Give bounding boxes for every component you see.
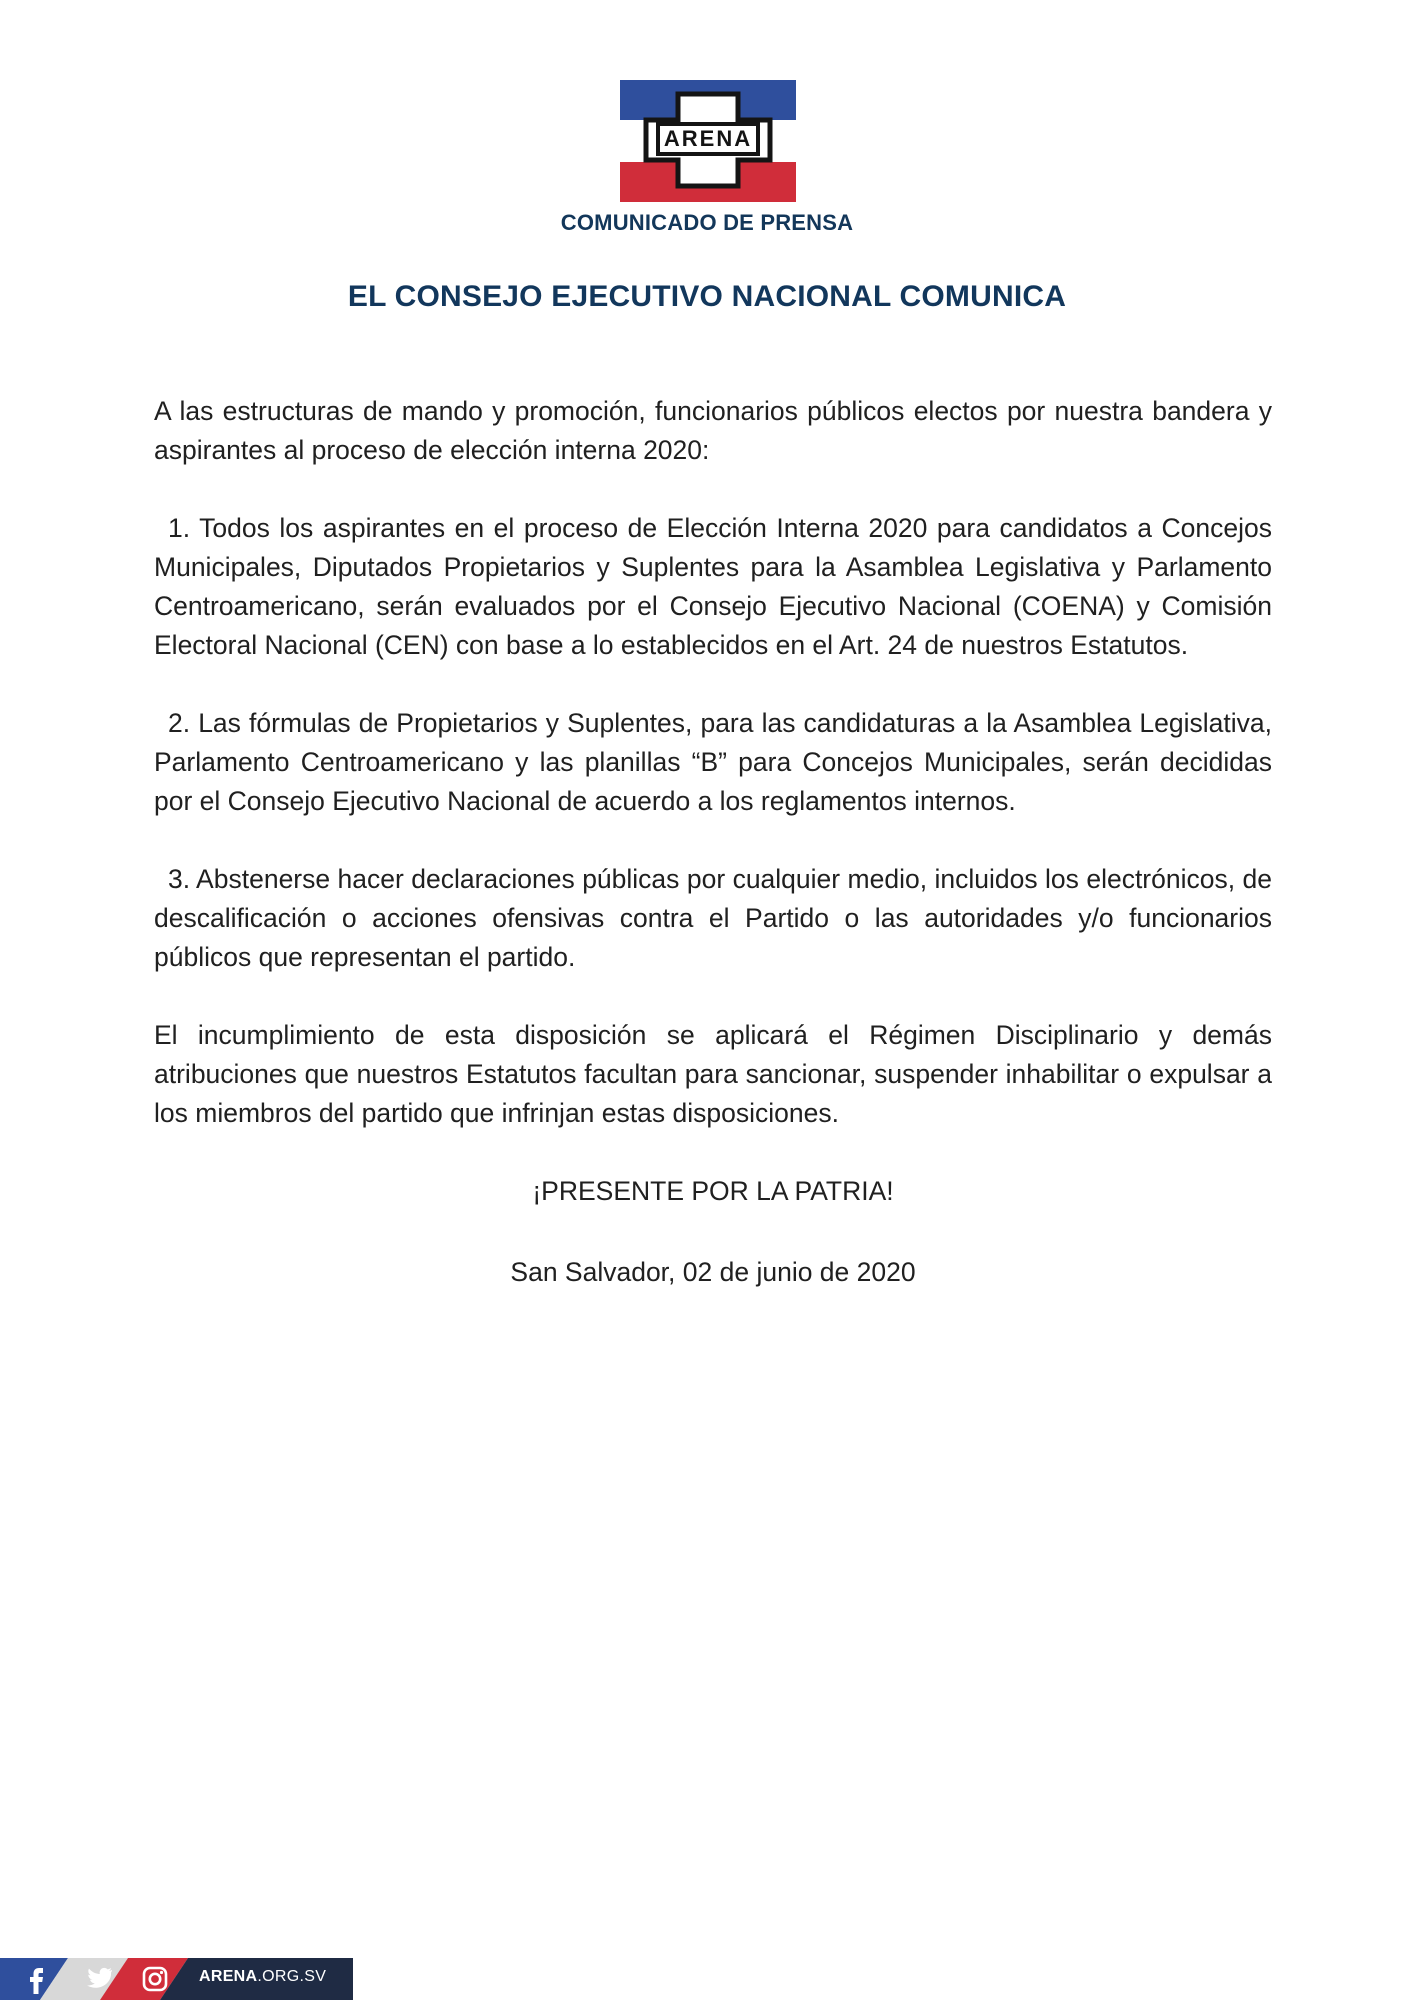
page-title: EL CONSEJO EJECUTIVO NACIONAL COMUNICA [347, 280, 1067, 313]
closing-paragraph: El incumplimiento de esta disposición se aplicará el Régimen Disciplinario y demás atribuciones que nuestros Estatutos facultan para sancionar, suspender inhabilitar o expulsar a los miembros del partido que infrinjan estas disposiciones. [154, 1020, 1272, 1128]
list-item-1: 1. Todos los aspirantes en el proceso de Elección Interna 2020 para candidatos a Concejos Municipales, Diputados Propietarios y Suplentes para la Asamblea Legislativa y Parlamento Centroamericano, serán evaluados por el Consejo Ejecutivo Nacional (COENA) y Comisión Electoral Nacional (CEN) con base a lo establecidos en el Art. 24 de nuestros Estatutos. [154, 513, 1272, 660]
intro-paragraph: A las estructuras de mando y promoción, funcionarios públicos electos por nuestra bandera y aspirantes al proceso de elección interna 2020: [154, 396, 1272, 465]
twitter-icon[interactable] [83, 1966, 113, 1992]
website-link[interactable] [199, 1968, 326, 1986]
date-line: San Salvador, 02 de junio de 2020 [510, 1257, 916, 1287]
arena-logo [620, 80, 796, 202]
document-body [154, 392, 1272, 1292]
footer-brand-text: ARENA [199, 1968, 258, 1985]
logo-text: ARENA [663, 126, 753, 151]
list-item-3: 3. Abstenerse hacer declaraciones públicas por cualquier medio, incluidos los electrónicos, de descalificación o acciones ofensivas contra el Partido o las autoridades y/o funcionarios públicos que representan el partido. [154, 864, 1272, 972]
arena-flag-logo [620, 80, 796, 202]
press-release-label: COMUNICADO DE PRENSA [560, 210, 854, 235]
facebook-icon[interactable] [24, 1964, 48, 1994]
instagram-icon[interactable] [141, 1965, 169, 1993]
list-item-2: 2. Las fórmulas de Propietarios y Suplentes, para las candidaturas a la Asamblea Legislativa, Parlamento Centroamericano y las planillas “B” para Concejos Municipales, serán decididas por el Consejo Ejecutivo Nacional de acuerdo a los reglamentos internos. [154, 708, 1272, 816]
footer-domain-suffix: .ORG.SV [257, 1968, 327, 1985]
salute-line: ¡PRESENTE POR LA PATRIA! [532, 1176, 894, 1206]
